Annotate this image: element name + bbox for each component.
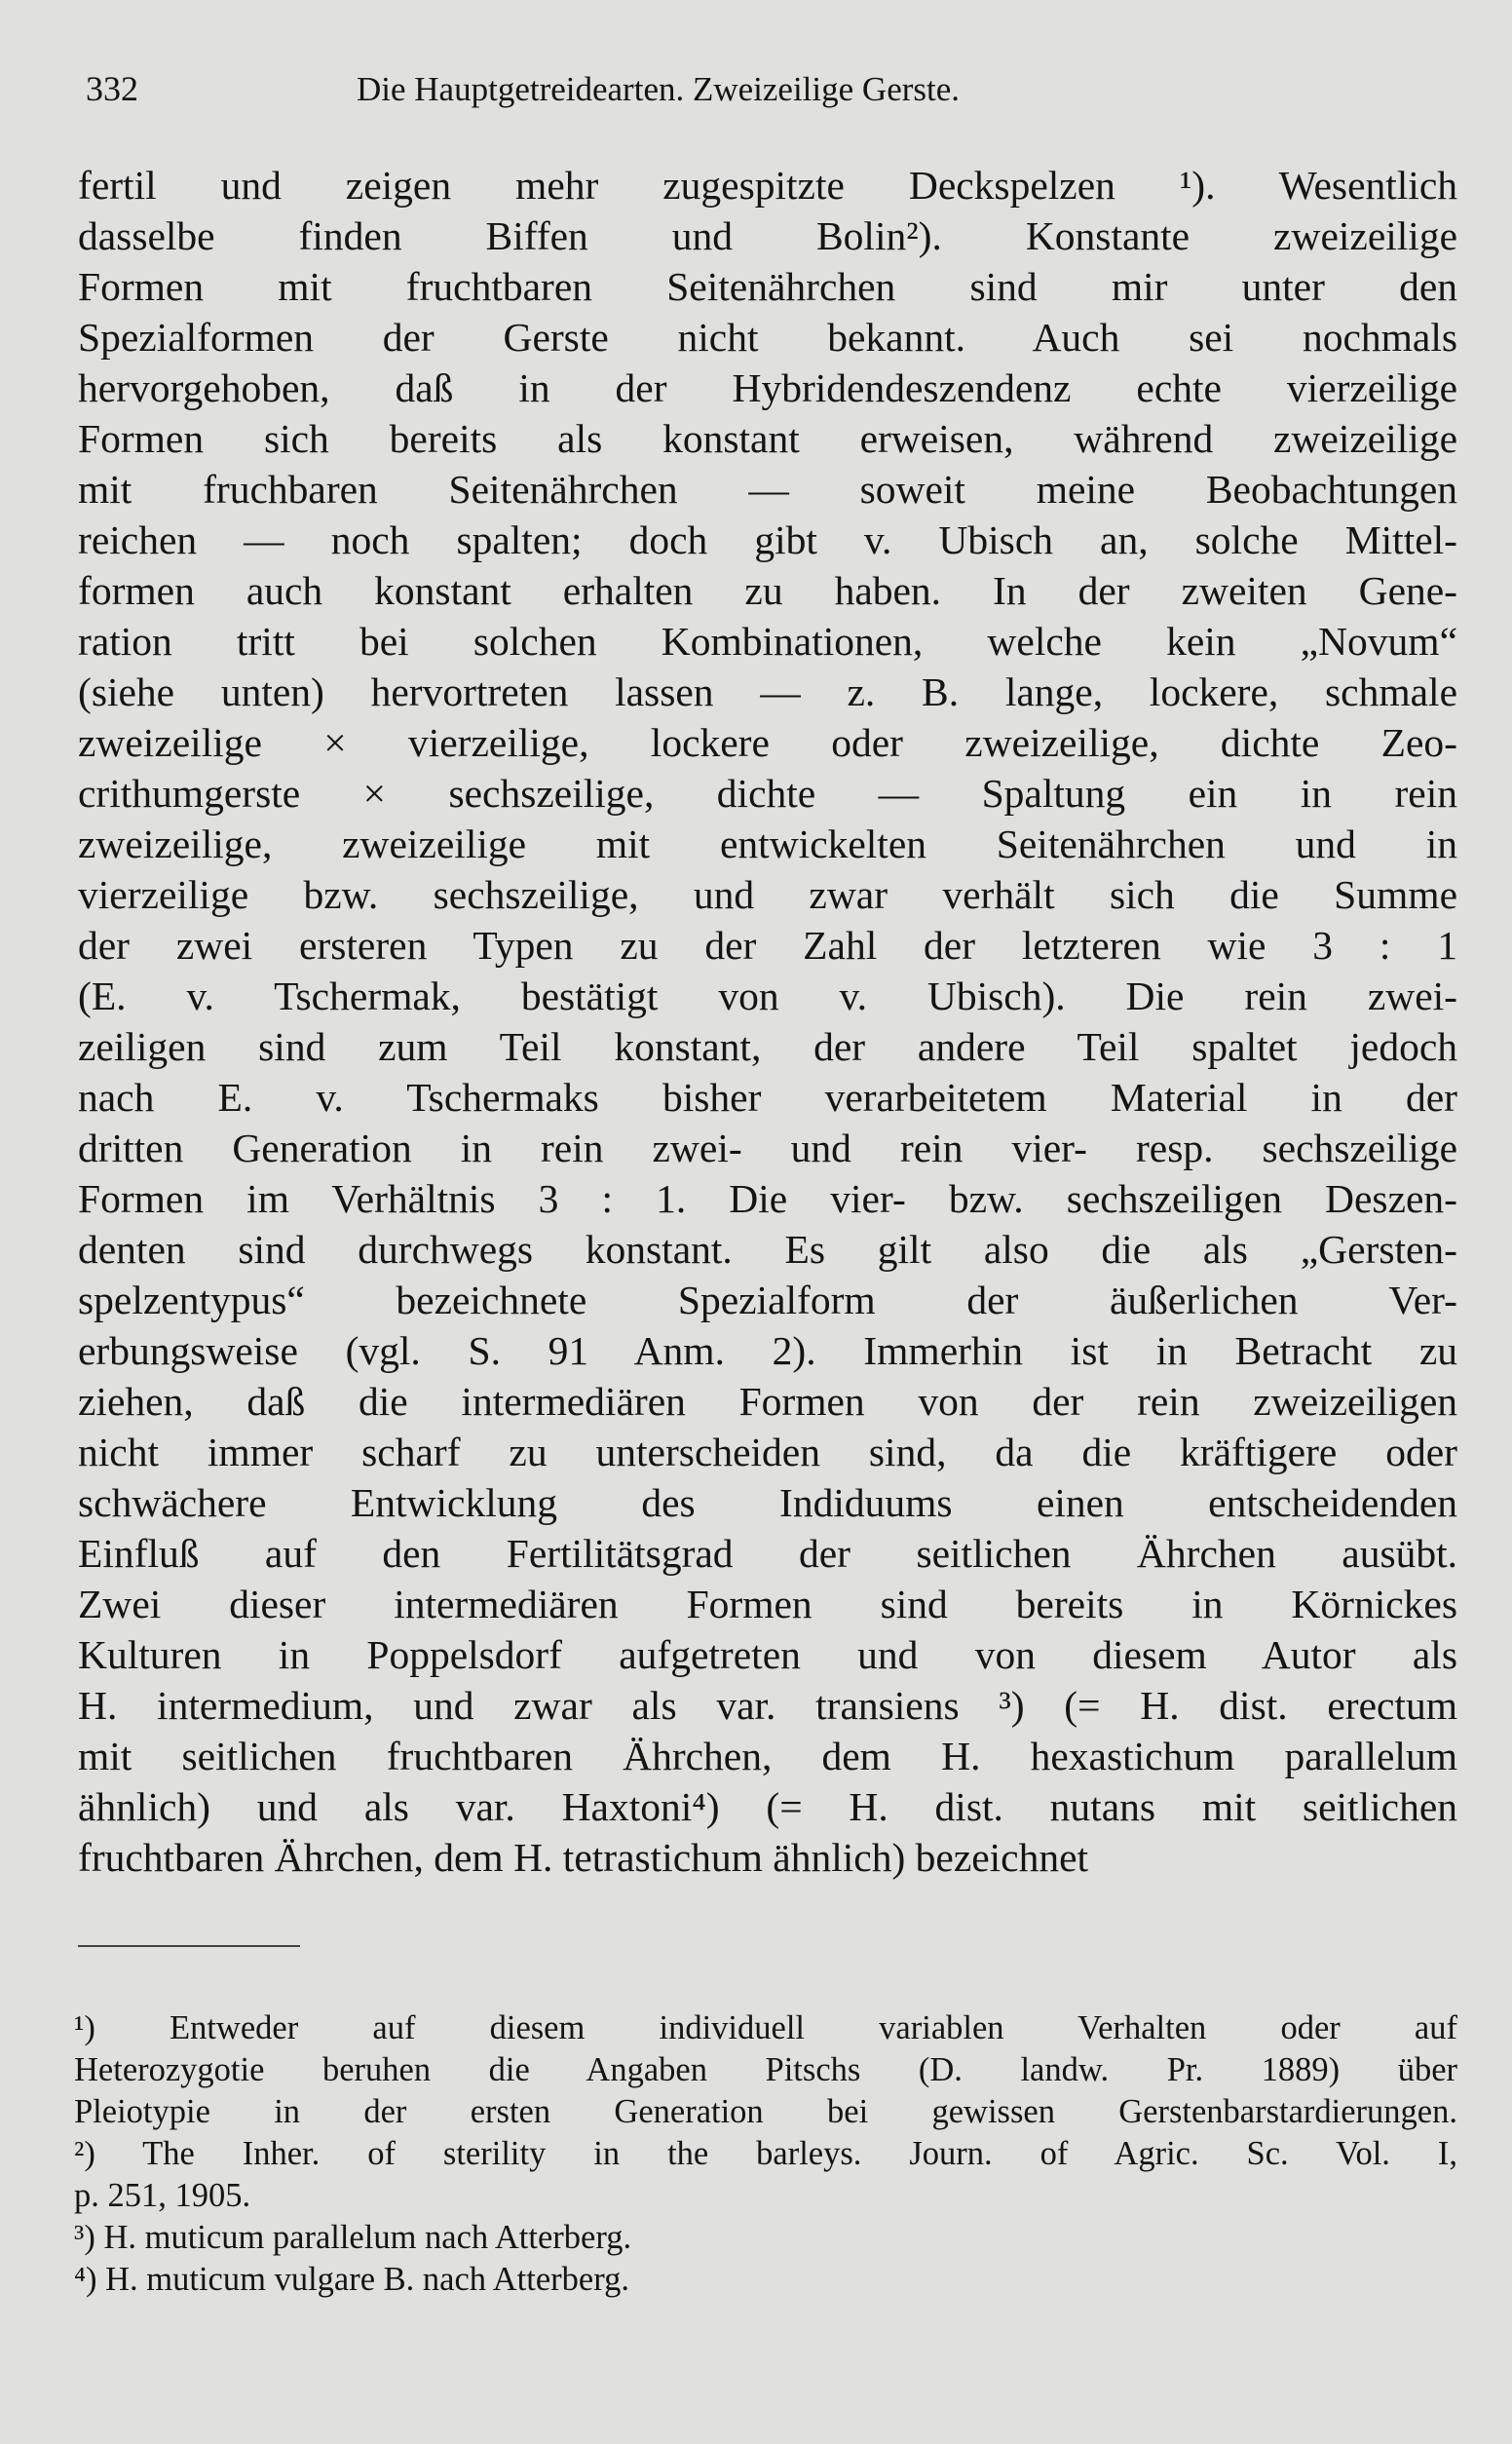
footnotes [74, 2007, 1457, 2301]
body-text [78, 160, 1457, 1883]
text-line: schwächere Entwicklung des Indiduums einen entscheidenden [78, 1480, 1457, 1525]
text-line: reichen — noch spalten; doch gibt v. Ubisch an, solche Mittel- [78, 517, 1457, 562]
text-line: zeiligen sind zum Teil konstant, der andere Teil spaltet jedoch [78, 1024, 1457, 1069]
text-line: dasselbe finden Biffen und Bolin²). Konstante zweizeilige [78, 213, 1457, 258]
text-line: denten sind durchwegs konstant. Es gilt also die als „Gersten- [78, 1227, 1457, 1272]
text-line: ähnlich) und als var. Haxtoni⁴) (= H. dist. nutans mit seitlichen [78, 1784, 1457, 1829]
text-line: (E. v. Tschermak, bestätigt von v. Ubisch). Die rein zwei- [78, 974, 1457, 1018]
footnote-line: ⁴) H. muticum vulgare B. nach Atterberg. [74, 2261, 629, 2298]
footnote-separator [78, 1945, 300, 1947]
text-line: zweizeilige, zweizeilige mit entwickelten Seitenährchen und in [78, 821, 1457, 866]
text-line: vierzeilige bzw. sechszeilige, und zwar verhält sich die Summe [78, 872, 1457, 917]
footnote-line: Heterozygotie beruhen die Angaben Pitschs (D. landw. Pr. 1889) über [74, 2051, 1457, 2088]
text-line: Zwei dieser intermediären Formen sind bereits in Körnickes [78, 1582, 1457, 1626]
text-line: ration tritt bei solchen Kombinationen, welche kein „Novum“ [78, 619, 1457, 664]
text-line: (siehe unten) hervortreten lassen — z. B. lange, lockere, schmale [78, 669, 1457, 714]
text-line: mit fruchbaren Seitenährchen — soweit meine Beobachtungen [78, 467, 1457, 512]
text-line: Kulturen in Poppelsdorf aufgetreten und von diesem Autor als [78, 1632, 1457, 1677]
text-line: ziehen, daß die intermediären Formen von der rein zweizeiligen [78, 1379, 1457, 1424]
text-line: Formen sich bereits als konstant erweisen, während zweizeilige [78, 416, 1457, 461]
page-number: 332 [86, 69, 138, 108]
text-line: der zwei ersteren Typen zu der Zahl der letzteren wie 3 : 1 [78, 923, 1457, 968]
text-line: nicht immer scharf zu unterscheiden sind, da die kräftigere oder [78, 1430, 1457, 1474]
text-line: fertil und zeigen mehr zugespitzte Deckspelzen ¹). Wesentlich [78, 163, 1457, 208]
footnote-line: Pleiotypie in der ersten Generation bei gewissen Gerstenbarstardierungen. [74, 2093, 1457, 2130]
text-line: Spezialformen der Gerste nicht bekannt. Auch sei nochmals [78, 315, 1457, 360]
text-line: Einfluß auf den Fertilitätsgrad der seitlichen Ährchen ausübt. [78, 1531, 1457, 1576]
text-line: dritten Generation in rein zwei- und rein vier- resp. sechszeilige [78, 1126, 1457, 1170]
text-line: fruchtbaren Ährchen, dem H. tetrastichum ähnlich) bezeichnet [78, 1835, 1089, 1880]
running-title: Die Hauptgetreidearten. Zweizeilige Gerste. [357, 70, 961, 108]
footnote-line: ¹) Entweder auf diesem individuell variablen Verhalten oder auf [74, 2009, 1457, 2046]
page-header [86, 68, 1450, 117]
text-line: Formen im Verhältnis 3 : 1. Die vier- bzw. sechszeiligen Deszen- [78, 1176, 1457, 1221]
text-line: formen auch konstant erhalten zu haben. In der zweiten Gene- [78, 568, 1457, 613]
text-line: erbungsweise (vgl. S. 91 Anm. 2). Immerhin ist in Betracht zu [78, 1328, 1457, 1373]
text-line: Formen mit fruchtbaren Seitenährchen sind mir unter den [78, 264, 1457, 309]
text-line: mit seitlichen fruchtbaren Ährchen, dem H. hexastichum parallelum [78, 1734, 1457, 1778]
footnote-line: ³) H. muticum parallelum nach Atterberg. [74, 2219, 632, 2256]
text-line: nach E. v. Tschermaks bisher verarbeitetem Material in der [78, 1075, 1457, 1120]
text-line: spelzentypus“ bezeichnete Spezialform der äußerlichen Ver- [78, 1278, 1457, 1322]
text-line: hervorgehoben, daß in der Hybridendeszendenz echte vierzeilige [78, 365, 1457, 410]
text-line: H. intermedium, und zwar als var. transiens ³) (= H. dist. erectum [78, 1683, 1457, 1728]
text-line: zweizeilige × vierzeilige, lockere oder zweizeilige, dichte Zeo- [78, 720, 1457, 765]
text-line: crithumgerste × sechszeilige, dichte — Spaltung ein in rein [78, 771, 1457, 816]
footnote-line: ²) The Inher. of sterility in the barleys. Journ. of Agric. Sc. Vol. I, [74, 2135, 1457, 2172]
footnote-line: p. 251, 1905. [74, 2177, 251, 2214]
